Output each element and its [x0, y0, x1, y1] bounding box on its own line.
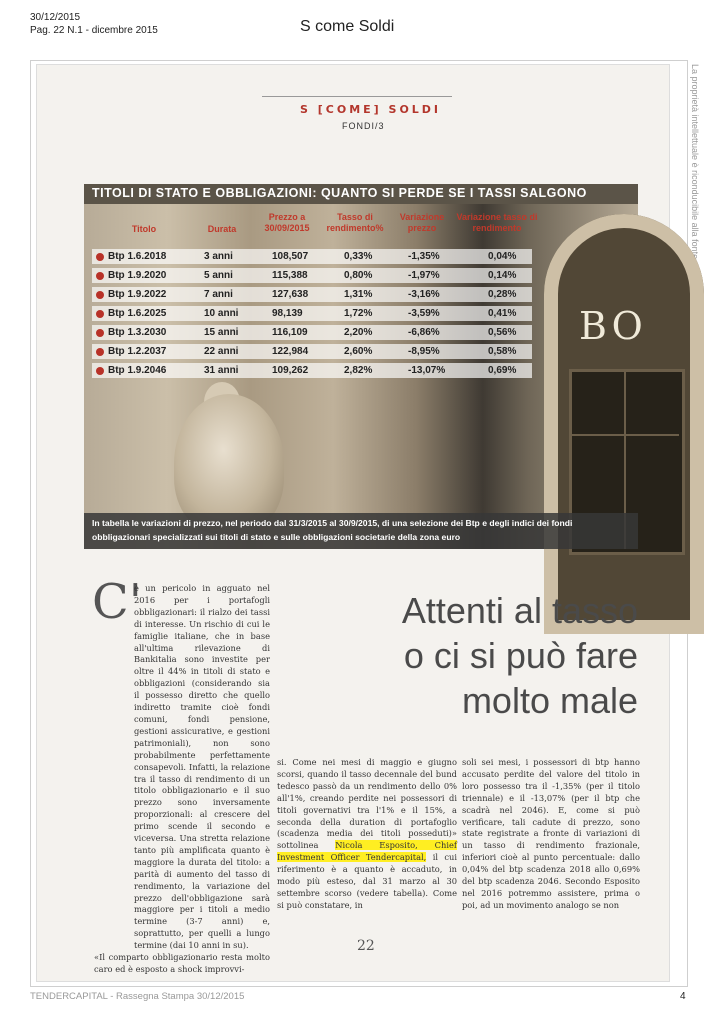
cell-tasso: 2,82% — [344, 365, 373, 376]
bullet-icon — [96, 329, 104, 337]
cell-durata: 7 anni — [204, 289, 233, 300]
article-text: il cui riferimento è a quanto è accaduto, in modo più esteso, dal 31 marzo al 30 settembre scorso (vedere tabella). Come si può constatare, in — [277, 852, 458, 910]
article-paragraph: è un pericolo in agguato nel 2016 per i portafogli obbligazionari: il rialzo dei tassi di interesse. Un rischio di cui le famiglie italiane, che in base all'ultima rilevazione di Bankitalia sono investite per oltre il 44% in titoli di stato e obbligazioni (considerando sia il possesso diretto che quello indiretto tramite cioè fondi comuni, fondi pensione, gestioni assicurative, e gestioni patrimoniali), non sono probabilmente perfettamente consapevoli. Infatti, la relazione tra il tasso di rendimento di un titolo obbligazionario e il suo prezzo sono inversamente proporzionali: al crescere del primo scende il secondo e viceversa. Una stretta relazione tanto più amplificata quanto è maggiore la durata del titolo: a parità di aumento del tasso di rendimento, la variazione del prezzo dell'obbligazione sarà maggiore per i titoli a medio termine (3-7 anni) e, soprattutto, per quelli a lungo termine (dai 10 anni in su). — [134, 583, 270, 951]
article-dropcap: C' — [92, 574, 142, 630]
highlighted-quote-source: Nicola Esposito, Chief Investment Officer Tendercapital, — [277, 840, 457, 863]
footer-source: TENDERCAPITAL - Rassegna Stampa 30/12/2015 — [30, 991, 245, 1002]
cell-tasso: 0,33% — [344, 251, 373, 262]
bullet-icon — [96, 272, 104, 280]
column-header-titolo: Titolo — [131, 224, 157, 234]
cell-tasso: 2,20% — [344, 327, 373, 338]
cell-durata: 10 anni — [204, 308, 239, 319]
cell-titolo: Btp 1.9.2020 — [108, 270, 167, 281]
cell-durata: 5 anni — [204, 270, 233, 281]
footer-page-number: 4 — [680, 991, 686, 1002]
cell-variazione-tasso: 0,41% — [488, 308, 517, 319]
cell-variazione-prezzo: -8,95% — [408, 346, 440, 357]
cell-variazione-tasso: 0,04% — [488, 251, 517, 262]
cell-variazione-prezzo: -3,16% — [408, 289, 440, 300]
cell-tasso: 0,80% — [344, 270, 373, 281]
table-row — [92, 324, 532, 342]
headline-line: o ci si può fare — [403, 635, 638, 676]
cell-variazione-prezzo: -1,35% — [408, 251, 440, 262]
cell-variazione-tasso: 0,69% — [488, 365, 517, 376]
article-column-1 — [94, 583, 270, 976]
building-sign: BO — [579, 304, 647, 348]
bullet-icon — [96, 291, 104, 299]
cell-titolo: Btp 1.2.2037 — [108, 346, 167, 357]
magazine-page-number: 22 — [357, 938, 375, 954]
article-text: soli sei mesi, i possessori di btp hanno accusato perdite del valore del titolo in loro possesso tra il -1,35% (per il titolo triennale) e il -13,07% (per il btp che scadrà nel 2046). E, come si può verificare, tali cadute di prezzo, sono state registrate a fronte di variazioni di un tasso di rendimento frazionale, inferiori cioè al punto percentuale: dallo 0,04% del btp scadenza 2018 allo 0,69% del btp scadenza 2046. Secondo Esposito nel 2016 potremmo assistere, prima o poi, ad un movimento analogo se non — [462, 757, 640, 910]
column-header-durata: Durata — [207, 224, 237, 234]
header-rule — [262, 96, 452, 97]
table-title: TITOLI DI STATO E OBBLIGAZIONI: QUANTO SI PERDE SE I TASSI SALGONO — [92, 186, 587, 200]
cell-variazione-tasso: 0,58% — [488, 346, 517, 357]
bullet-icon — [96, 310, 104, 318]
article-headline — [360, 588, 638, 723]
cell-durata: 15 anni — [204, 327, 239, 338]
column-header-variazione-prezzo: Variazione prezzo — [399, 212, 445, 233]
publication-title: S come Soldi — [300, 18, 395, 35]
table-title-bar — [84, 184, 638, 204]
table-row — [92, 286, 532, 304]
magazine-brand: S [COME] SOLDI — [300, 103, 442, 116]
bullet-icon — [96, 253, 104, 261]
cell-tasso: 1,31% — [344, 289, 373, 300]
cell-prezzo: 108,507 — [272, 251, 309, 262]
cell-variazione-prezzo: -3,59% — [408, 308, 440, 319]
article-paragraph: «Il comparto obbligazionario resta molto caro ed è esposto a shock improvvi- — [94, 952, 270, 974]
article-column-2 — [277, 757, 457, 912]
cell-variazione-tasso: 0,14% — [488, 270, 517, 281]
bullet-icon — [96, 367, 104, 375]
cell-titolo: Btp 1.9.2022 — [108, 289, 167, 300]
table-row — [92, 362, 532, 380]
table-row — [92, 248, 532, 266]
page-info: Pag. 22 N.1 - dicembre 2015 — [30, 25, 158, 36]
cell-variazione-tasso: 0,56% — [488, 327, 517, 338]
cell-variazione-prezzo: -1,97% — [408, 270, 440, 281]
column-header-tasso: Tasso di rendimento% — [326, 212, 384, 233]
cell-tasso: 2,60% — [344, 346, 373, 357]
cell-prezzo: 115,388 — [272, 270, 308, 281]
cell-titolo: Btp 1.6.2018 — [108, 251, 167, 262]
date-label: 30/12/2015 — [30, 12, 81, 23]
cell-variazione-prezzo: -13,07% — [408, 365, 446, 376]
headline-line: molto male — [461, 680, 638, 721]
cell-titolo: Btp 1.6.2025 — [108, 308, 167, 319]
cell-durata: 22 anni — [204, 346, 239, 357]
cell-variazione-tasso: 0,28% — [488, 289, 517, 300]
magazine-section: FONDI/3 — [342, 121, 385, 131]
cell-prezzo: 109,262 — [272, 365, 309, 376]
bullet-icon — [96, 348, 104, 356]
cell-titolo: Btp 1.9.2046 — [108, 365, 167, 376]
column-header-prezzo: Prezzo a 30/09/2015 — [264, 212, 310, 233]
cell-prezzo: 116,109 — [272, 327, 308, 338]
table-caption: In tabella le variazioni di prezzo, nel periodo dal 31/3/2015 al 30/9/2015, di una selezione dei Btp e degli indici dei fondi obbligazionari specializzati sui titoli di stato e sulle obbligazioni societarie della zona euro — [92, 518, 573, 542]
article-text: si. Come nei mesi di maggio e giugno scorsi, quando il tasso decennale del bund tedesco passò da un rendimento dello 0% all'1%, creando perdite nei possessori di titoli governativi tra l'1% e il 15%, a seconda della duration di portafoglio (scadenza media dei titoli posseduti)» sottolinea — [277, 757, 457, 851]
column-header-variazione-tasso: Variazione tasso di rendimento — [456, 212, 538, 233]
table-row — [92, 305, 532, 323]
headline-line: Attenti al tasso — [401, 590, 638, 631]
table-caption-bar — [84, 513, 638, 549]
table-row — [92, 343, 532, 361]
table-row — [92, 267, 532, 285]
cell-durata: 31 anni — [204, 365, 239, 376]
cell-durata: 3 anni — [204, 251, 233, 262]
article-column-3 — [462, 757, 640, 912]
bond-table-photo — [84, 184, 647, 549]
cell-tasso: 1,72% — [344, 308, 373, 319]
cell-prezzo: 122,984 — [272, 346, 309, 357]
cell-titolo: Btp 1.3.2030 — [108, 327, 167, 338]
cell-prezzo: 98,139 — [272, 308, 303, 319]
cell-prezzo: 127,638 — [272, 289, 309, 300]
cell-variazione-prezzo: -6,86% — [408, 327, 440, 338]
